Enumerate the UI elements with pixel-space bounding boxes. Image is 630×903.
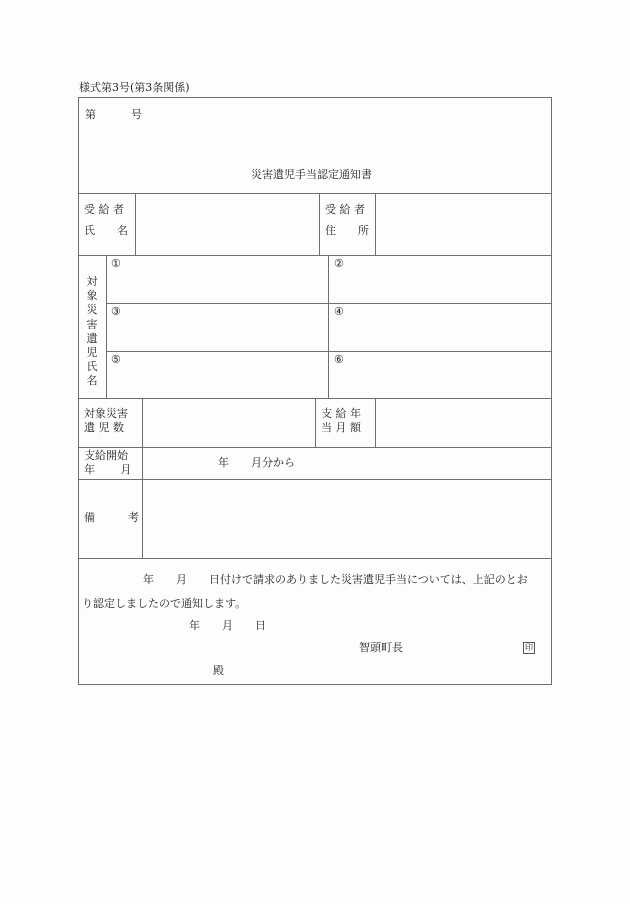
notice-line-1: 年 月 日付けで請求のありました災害遺児手当については、上記のとお — [143, 573, 528, 586]
divider — [375, 193, 376, 255]
divider — [142, 398, 143, 558]
notice-date: 年 月 日 — [189, 619, 266, 632]
divider — [106, 255, 107, 398]
divider — [78, 447, 552, 448]
children-label: 対 象 災 害 遺 児 氏 名 — [86, 275, 98, 388]
child-slot-6-marker: ⑥ — [334, 353, 344, 366]
divider — [375, 398, 376, 447]
divider — [106, 351, 552, 352]
issuer-name: 智頭町長 — [359, 641, 403, 654]
child-slot-4-marker: ④ — [334, 305, 344, 318]
divider — [315, 398, 316, 447]
child-slot-2-marker: ② — [334, 257, 344, 270]
start-label: 支給開始 — [84, 449, 128, 462]
child-count-label: 対象災害 — [84, 407, 128, 420]
annual-amount-label-2: 当 月 額 — [321, 421, 361, 434]
notice-line-2: り認定しましたので通知します。 — [82, 597, 247, 610]
divider — [78, 558, 552, 559]
number-go-label: 号 — [131, 108, 142, 121]
addressee-suffix: 殿 — [213, 664, 224, 677]
recipient-name-label-2: 氏 名 — [84, 224, 128, 237]
annual-amount-label: 支 給 年 — [321, 407, 361, 420]
divider — [78, 255, 552, 256]
number-dai-label: 第 — [85, 108, 96, 121]
child-slot-1-marker: ① — [111, 257, 121, 270]
start-label-2: 年 月 — [84, 463, 132, 476]
divider — [106, 303, 552, 304]
child-count-label-2: 遺 児 数 — [84, 421, 124, 434]
divider — [78, 479, 552, 480]
divider — [319, 193, 320, 255]
divider — [78, 193, 552, 194]
divider — [135, 193, 136, 255]
child-slot-3-marker: ③ — [111, 305, 121, 318]
recipient-address-label: 受 給 者 — [325, 203, 365, 216]
document-title: 災害遺児手当認定通知書 — [251, 168, 372, 181]
remarks-label: 備 考 — [84, 511, 139, 524]
seal-mark: 印 — [525, 643, 533, 652]
child-slot-5-marker: ⑤ — [111, 353, 121, 366]
recipient-address-label-2: 住 所 — [325, 224, 369, 237]
start-field[interactable]: 年 月分から — [218, 456, 295, 469]
form-label: 様式第3号(第3条関係) — [79, 81, 190, 94]
divider — [328, 255, 329, 398]
recipient-name-label: 受 給 者 — [84, 203, 124, 216]
